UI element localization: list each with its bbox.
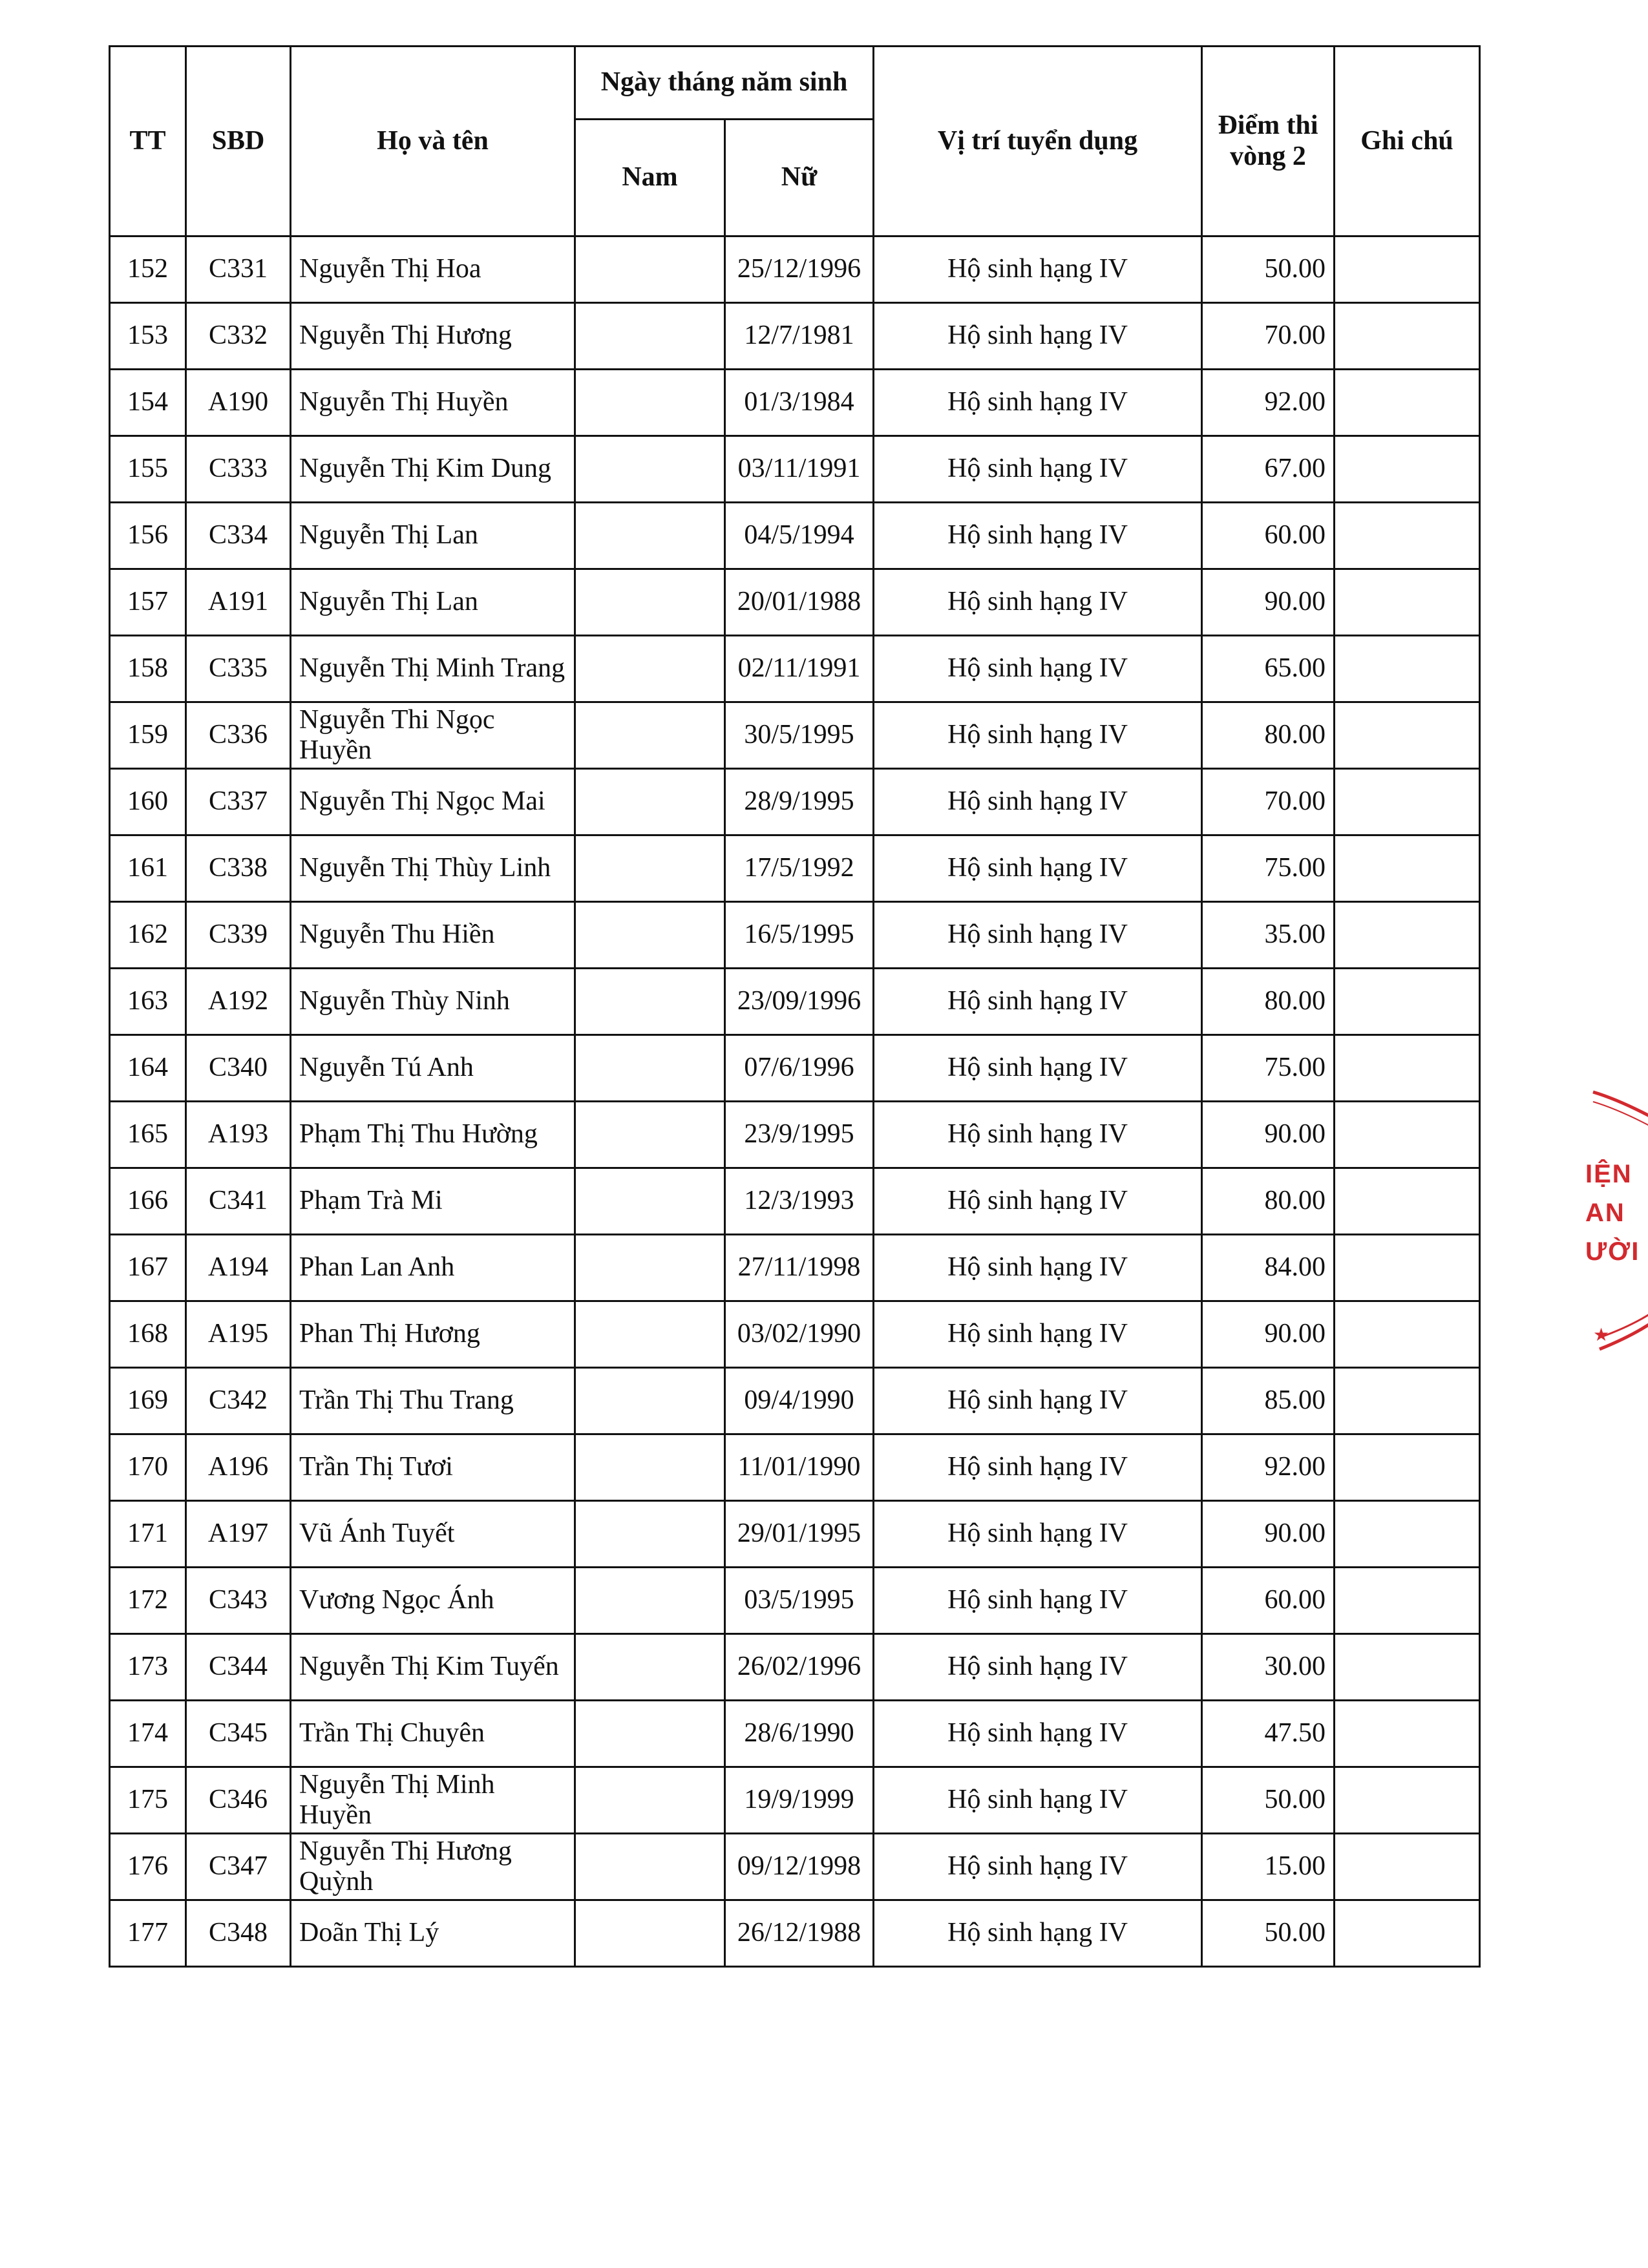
cell-position: Hộ sinh hạng IV — [874, 1035, 1202, 1102]
cell-name: Nguyễn Thị Ngọc Mai — [291, 769, 575, 835]
cell-dob-male — [575, 503, 725, 569]
cell-name: Nguyễn Thị Lan — [291, 503, 575, 569]
cell-name: Nguyễn Thu Hiền — [291, 902, 575, 969]
cell-sbd: C331 — [186, 236, 291, 303]
cell-position: Hộ sinh hạng IV — [874, 1568, 1202, 1634]
header-score: Điểm thi vòng 2 — [1202, 47, 1335, 236]
cell-dob-male — [575, 1568, 725, 1634]
cell-position: Hộ sinh hạng IV — [874, 969, 1202, 1035]
cell-dob-female: 16/5/1995 — [725, 902, 874, 969]
cell-sbd: C348 — [186, 1900, 291, 1967]
header-tt: TT — [110, 47, 186, 236]
cell-note — [1335, 1301, 1480, 1368]
cell-note — [1335, 503, 1480, 569]
table-body — [110, 236, 1480, 1967]
cell-position: Hộ sinh hạng IV — [874, 702, 1202, 769]
cell-dob-female: 03/02/1990 — [725, 1301, 874, 1368]
cell-score: 80.00 — [1202, 1168, 1335, 1235]
cell-dob-male — [575, 569, 725, 636]
cell-position: Hộ sinh hạng IV — [874, 569, 1202, 636]
cell-name: Phạm Thị Thu Hường — [291, 1102, 575, 1168]
table-row — [110, 835, 1480, 902]
cell-sbd: C345 — [186, 1701, 291, 1767]
table-row — [110, 769, 1480, 835]
cell-tt: 174 — [110, 1701, 186, 1767]
cell-dob-female: 20/01/1988 — [725, 569, 874, 636]
header-position: Vị trí tuyển dụng — [874, 47, 1202, 236]
table-row — [110, 1834, 1480, 1900]
cell-dob-female: 12/7/1981 — [725, 303, 874, 370]
cell-sbd: C343 — [186, 1568, 291, 1634]
cell-position: Hộ sinh hạng IV — [874, 303, 1202, 370]
cell-name: Nguyễn Thị Minh Huyền — [291, 1767, 575, 1834]
cell-tt: 164 — [110, 1035, 186, 1102]
cell-tt: 159 — [110, 702, 186, 769]
header-sbd: SBD — [186, 47, 291, 236]
cell-note — [1335, 1900, 1480, 1967]
cell-dob-female: 04/5/1994 — [725, 503, 874, 569]
cell-position: Hộ sinh hạng IV — [874, 236, 1202, 303]
cell-position: Hộ sinh hạng IV — [874, 835, 1202, 902]
cell-dob-female: 30/5/1995 — [725, 702, 874, 769]
cell-tt: 170 — [110, 1434, 186, 1501]
cell-sbd: C339 — [186, 902, 291, 969]
cell-score: 67.00 — [1202, 436, 1335, 503]
cell-note — [1335, 902, 1480, 969]
cell-position: Hộ sinh hạng IV — [874, 1102, 1202, 1168]
cell-dob-male — [575, 1301, 725, 1368]
cell-score: 35.00 — [1202, 902, 1335, 969]
cell-dob-male — [575, 1235, 725, 1301]
table-row — [110, 1102, 1480, 1168]
cell-sbd: A195 — [186, 1301, 291, 1368]
cell-score: 75.00 — [1202, 1035, 1335, 1102]
cell-position: Hộ sinh hạng IV — [874, 1301, 1202, 1368]
cell-note — [1335, 303, 1480, 370]
cell-tt: 171 — [110, 1501, 186, 1568]
cell-dob-female: 25/12/1996 — [725, 236, 874, 303]
cell-position: Hộ sinh hạng IV — [874, 1434, 1202, 1501]
cell-note — [1335, 702, 1480, 769]
cell-tt: 161 — [110, 835, 186, 902]
cell-score: 75.00 — [1202, 835, 1335, 902]
cell-dob-female: 11/01/1990 — [725, 1434, 874, 1501]
cell-note — [1335, 1501, 1480, 1568]
cell-tt: 169 — [110, 1368, 186, 1434]
cell-tt: 168 — [110, 1301, 186, 1368]
cell-name: Phan Lan Anh — [291, 1235, 575, 1301]
table-row — [110, 569, 1480, 636]
cell-name: Nguyễn Thị Kim Tuyến — [291, 1634, 575, 1701]
cell-dob-female: 27/11/1998 — [725, 1235, 874, 1301]
cell-dob-female: 03/11/1991 — [725, 436, 874, 503]
header-dob-group: Ngày tháng năm sinh — [575, 47, 874, 120]
cell-sbd: C341 — [186, 1168, 291, 1235]
table-row — [110, 636, 1480, 702]
cell-score: 30.00 — [1202, 1634, 1335, 1701]
cell-note — [1335, 1568, 1480, 1634]
cell-name: Trần Thị Thu Trang — [291, 1368, 575, 1434]
cell-name: Nguyễn Thi Ngọc Huyền — [291, 702, 575, 769]
cell-name: Nguyễn Thùy Ninh — [291, 969, 575, 1035]
cell-tt: 176 — [110, 1834, 186, 1900]
cell-tt: 163 — [110, 969, 186, 1035]
cell-score: 80.00 — [1202, 702, 1335, 769]
cell-score: 50.00 — [1202, 1767, 1335, 1834]
cell-sbd: C334 — [186, 503, 291, 569]
cell-sbd: C342 — [186, 1368, 291, 1434]
cell-sbd: C336 — [186, 702, 291, 769]
cell-dob-male — [575, 1168, 725, 1235]
cell-tt: 167 — [110, 1235, 186, 1301]
cell-dob-female: 03/5/1995 — [725, 1568, 874, 1634]
cell-dob-male — [575, 1368, 725, 1434]
cell-name: Trần Thị Chuyên — [291, 1701, 575, 1767]
cell-name: Vương Ngọc Ánh — [291, 1568, 575, 1634]
cell-tt: 158 — [110, 636, 186, 702]
cell-tt: 155 — [110, 436, 186, 503]
cell-dob-male — [575, 969, 725, 1035]
stamp-text-line-3: ƯỜI — [1585, 1237, 1640, 1266]
cell-note — [1335, 236, 1480, 303]
table-row — [110, 1235, 1480, 1301]
table-row — [110, 1634, 1480, 1701]
cell-tt: 160 — [110, 769, 186, 835]
cell-position: Hộ sinh hạng IV — [874, 1634, 1202, 1701]
cell-dob-female: 23/09/1996 — [725, 969, 874, 1035]
cell-score: 90.00 — [1202, 1102, 1335, 1168]
cell-score: 80.00 — [1202, 969, 1335, 1035]
cell-score: 90.00 — [1202, 1501, 1335, 1568]
cell-name: Nguyễn Thị Kim Dung — [291, 436, 575, 503]
cell-note — [1335, 1235, 1480, 1301]
cell-position: Hộ sinh hạng IV — [874, 636, 1202, 702]
cell-dob-male — [575, 1102, 725, 1168]
cell-dob-male — [575, 1634, 725, 1701]
stamp-text-line-2: AN — [1585, 1199, 1625, 1227]
cell-sbd: C335 — [186, 636, 291, 702]
cell-name: Phan Thị Hương — [291, 1301, 575, 1368]
cell-name: Nguyễn Thị Hương — [291, 303, 575, 370]
cell-note — [1335, 1168, 1480, 1235]
table-row — [110, 702, 1480, 769]
cell-dob-female: 26/02/1996 — [725, 1634, 874, 1701]
cell-note — [1335, 1368, 1480, 1434]
cell-position: Hộ sinh hạng IV — [874, 1900, 1202, 1967]
table-row — [110, 436, 1480, 503]
cell-position: Hộ sinh hạng IV — [874, 1767, 1202, 1834]
cell-position: Hộ sinh hạng IV — [874, 1701, 1202, 1767]
table-row — [110, 1900, 1480, 1967]
cell-sbd: A190 — [186, 370, 291, 436]
cell-dob-female: 01/3/1984 — [725, 370, 874, 436]
cell-tt: 165 — [110, 1102, 186, 1168]
cell-position: Hộ sinh hạng IV — [874, 1368, 1202, 1434]
cell-score: 85.00 — [1202, 1368, 1335, 1434]
cell-sbd: C338 — [186, 835, 291, 902]
cell-score: 90.00 — [1202, 569, 1335, 636]
cell-name: Phạm Trà Mi — [291, 1168, 575, 1235]
cell-dob-male — [575, 303, 725, 370]
cell-sbd: C346 — [186, 1767, 291, 1834]
cell-dob-male — [575, 1701, 725, 1767]
cell-dob-male — [575, 1035, 725, 1102]
cell-name: Trần Thị Tươi — [291, 1434, 575, 1501]
cell-name: Nguyễn Thị Minh Trang — [291, 636, 575, 702]
cell-name: Nguyễn Tú Anh — [291, 1035, 575, 1102]
header-name: Họ và tên — [291, 47, 575, 236]
cell-dob-male — [575, 1434, 725, 1501]
cell-sbd: A193 — [186, 1102, 291, 1168]
table-row — [110, 1368, 1480, 1434]
cell-dob-female: 07/6/1996 — [725, 1035, 874, 1102]
cell-dob-male — [575, 1900, 725, 1967]
cell-position: Hộ sinh hạng IV — [874, 1501, 1202, 1568]
cell-dob-female: 26/12/1988 — [725, 1900, 874, 1967]
svg-text:★: ★ — [1593, 1325, 1610, 1345]
cell-tt: 173 — [110, 1634, 186, 1701]
cell-dob-female: 02/11/1991 — [725, 636, 874, 702]
cell-tt: 154 — [110, 370, 186, 436]
cell-score: 50.00 — [1202, 236, 1335, 303]
cell-score: 90.00 — [1202, 1301, 1335, 1368]
cell-dob-male — [575, 636, 725, 702]
table-row — [110, 236, 1480, 303]
table-row — [110, 969, 1480, 1035]
cell-sbd: A194 — [186, 1235, 291, 1301]
cell-note — [1335, 1634, 1480, 1701]
table-row — [110, 303, 1480, 370]
cell-dob-female: 09/4/1990 — [725, 1368, 874, 1434]
cell-score: 92.00 — [1202, 1434, 1335, 1501]
cell-dob-male — [575, 769, 725, 835]
cell-dob-female: 17/5/1992 — [725, 835, 874, 902]
cell-sbd: C347 — [186, 1834, 291, 1900]
cell-tt: 157 — [110, 569, 186, 636]
cell-note — [1335, 370, 1480, 436]
header-note: Ghi chú — [1335, 47, 1480, 236]
table-row — [110, 902, 1480, 969]
cell-note — [1335, 769, 1480, 835]
cell-dob-female: 28/6/1990 — [725, 1701, 874, 1767]
cell-sbd: A192 — [186, 969, 291, 1035]
stamp-text-line-1: IỆN — [1585, 1160, 1632, 1188]
cell-tt: 172 — [110, 1568, 186, 1634]
cell-name: Nguyễn Thị Hoa — [291, 236, 575, 303]
cell-name: Doãn Thị Lý — [291, 1900, 575, 1967]
cell-note — [1335, 569, 1480, 636]
cell-note — [1335, 436, 1480, 503]
table-row — [110, 370, 1480, 436]
header-male: Nam — [575, 120, 725, 236]
table-row — [110, 1767, 1480, 1834]
table-row — [110, 503, 1480, 569]
cell-dob-male — [575, 236, 725, 303]
cell-sbd: C332 — [186, 303, 291, 370]
cell-dob-female: 28/9/1995 — [725, 769, 874, 835]
table-row — [110, 1301, 1480, 1368]
cell-position: Hộ sinh hạng IV — [874, 902, 1202, 969]
cell-position: Hộ sinh hạng IV — [874, 1834, 1202, 1900]
cell-note — [1335, 1767, 1480, 1834]
cell-note — [1335, 969, 1480, 1035]
cell-name: Nguyễn Thị Thùy Linh — [291, 835, 575, 902]
header-female: Nữ — [725, 120, 874, 236]
official-stamp — [1580, 1066, 1648, 1376]
cell-score: 60.00 — [1202, 503, 1335, 569]
cell-tt: 175 — [110, 1767, 186, 1834]
cell-sbd: C340 — [186, 1035, 291, 1102]
cell-position: Hộ sinh hạng IV — [874, 503, 1202, 569]
table-row — [110, 1501, 1480, 1568]
results-table — [109, 45, 1481, 1968]
cell-note — [1335, 636, 1480, 702]
cell-note — [1335, 1701, 1480, 1767]
cell-dob-male — [575, 835, 725, 902]
cell-score: 65.00 — [1202, 636, 1335, 702]
table-row — [110, 1168, 1480, 1235]
cell-note — [1335, 1834, 1480, 1900]
cell-score: 60.00 — [1202, 1568, 1335, 1634]
cell-dob-female: 19/9/1999 — [725, 1767, 874, 1834]
cell-score: 70.00 — [1202, 303, 1335, 370]
cell-score: 84.00 — [1202, 1235, 1335, 1301]
cell-dob-male — [575, 1767, 725, 1834]
cell-score: 50.00 — [1202, 1900, 1335, 1967]
cell-position: Hộ sinh hạng IV — [874, 1235, 1202, 1301]
cell-note — [1335, 1434, 1480, 1501]
cell-sbd: A197 — [186, 1501, 291, 1568]
cell-sbd: C333 — [186, 436, 291, 503]
cell-position: Hộ sinh hạng IV — [874, 1168, 1202, 1235]
cell-tt: 153 — [110, 303, 186, 370]
cell-position: Hộ sinh hạng IV — [874, 436, 1202, 503]
cell-score: 47.50 — [1202, 1701, 1335, 1767]
cell-dob-male — [575, 1501, 725, 1568]
cell-dob-male — [575, 370, 725, 436]
cell-note — [1335, 1035, 1480, 1102]
cell-note — [1335, 1102, 1480, 1168]
cell-dob-female: 12/3/1993 — [725, 1168, 874, 1235]
cell-tt: 177 — [110, 1900, 186, 1967]
cell-name: Nguyễn Thị Huyền — [291, 370, 575, 436]
cell-dob-male — [575, 436, 725, 503]
cell-sbd: C344 — [186, 1634, 291, 1701]
table-row — [110, 1035, 1480, 1102]
cell-name: Vũ Ánh Tuyết — [291, 1501, 575, 1568]
cell-sbd: C337 — [186, 769, 291, 835]
table-header — [110, 47, 1480, 236]
cell-sbd: A191 — [186, 569, 291, 636]
cell-dob-female: 23/9/1995 — [725, 1102, 874, 1168]
cell-score: 15.00 — [1202, 1834, 1335, 1900]
cell-score: 92.00 — [1202, 370, 1335, 436]
cell-dob-male — [575, 702, 725, 769]
cell-note — [1335, 835, 1480, 902]
cell-dob-male — [575, 902, 725, 969]
cell-dob-male — [575, 1834, 725, 1900]
table-row — [110, 1568, 1480, 1634]
table-row — [110, 1434, 1480, 1501]
cell-position: Hộ sinh hạng IV — [874, 370, 1202, 436]
cell-tt: 156 — [110, 503, 186, 569]
cell-tt: 152 — [110, 236, 186, 303]
cell-name: Nguyễn Thị Hương Quỳnh — [291, 1834, 575, 1900]
cell-sbd: A196 — [186, 1434, 291, 1501]
cell-name: Nguyễn Thị Lan — [291, 569, 575, 636]
table-row — [110, 1701, 1480, 1767]
cell-position: Hộ sinh hạng IV — [874, 769, 1202, 835]
cell-dob-female: 09/12/1998 — [725, 1834, 874, 1900]
cell-dob-female: 29/01/1995 — [725, 1501, 874, 1568]
cell-tt: 166 — [110, 1168, 186, 1235]
cell-tt: 162 — [110, 902, 186, 969]
cell-score: 70.00 — [1202, 769, 1335, 835]
